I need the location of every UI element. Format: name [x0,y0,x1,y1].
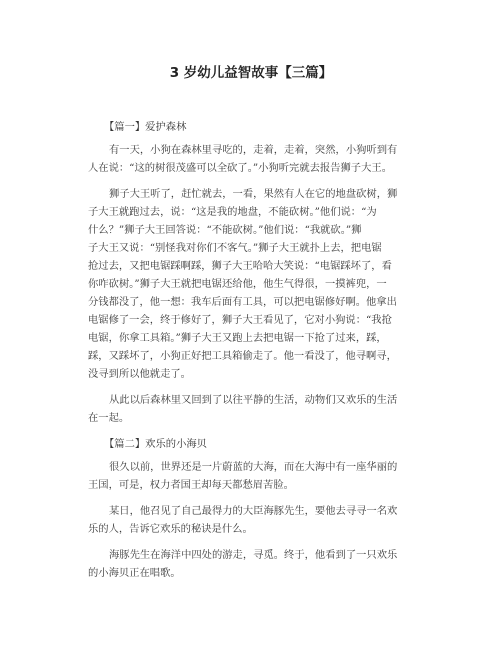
paragraph [88,391,414,427]
section-heading: 【篇二】欢乐的小海贝 [104,438,207,450]
paragraph-line: 分钱都没了，他一想：我车后面有工具，可以把电锯修好啊。他拿出 [88,296,397,308]
section-heading: 【篇一】爱护森林 [104,121,187,133]
paragraph [88,458,414,494]
paragraph-line: 有一天，小狗在森林里寻吃的，走着，走着，突然，小狗听到有 [109,144,398,156]
paragraph [88,141,414,177]
paragraph-line: 你咋砍树。”狮子大王就把电锯还给他，他生气得很，一摸裤兜，一 [88,278,387,290]
paragraph-line: 子大王又说：“别怪我对你们不客气。”狮子大王就扑上去，把电锯 [88,242,382,254]
paragraph-line: 某日，他召见了自己最得力的大臣海豚先生，要他去寻寻一名欢 [109,505,398,517]
paragraph-line: 没寻到所以他就走了。 [88,368,191,380]
paragraph-line: 什么？”狮子大王回答说：“不能砍树。”他们说：“我就砍。”狮 [88,224,362,236]
paragraph-line: 踩，又踩坏了，小狗正好把工具箱偷走了。他一看没了，他寻啊寻， [88,350,397,362]
paragraph [88,185,414,383]
paragraph-line: 从此以后森林里又回到了以往平静的生活，动物们又欢乐的生活 [109,394,398,406]
paragraph [88,502,414,538]
paragraph-line: 的小海贝正在唱歌。 [88,567,181,579]
paragraph-line: 狮子大王听了，赶忙就去，一看，果然有人在它的地盘砍树，狮 [109,188,398,200]
paragraph-line: 很久以前，世界还是一片蔚蓝的大海，而在大海中有一座华丽的 [109,461,398,473]
paragraph-line: 在一起。 [88,412,130,424]
paragraph-line: 电锯修了一会，终于修好了，狮子大王看见了，它对小狗说：“我抢 [88,314,392,326]
paragraph-line: 人在说：“这的树很茂盛可以全砍了。”小狗听完就去报告狮子大王。 [88,162,392,174]
document-title: 3 岁幼儿益智故事【三篇】 [169,65,333,81]
document-body [88,118,414,590]
paragraph-line: 子大王就跑过去，说：“这是我的地盘，不能砍树。”他们说：“为 [88,206,377,218]
paragraph-line: 电锯，你拿工具箱。”狮子大王又跑上去把电锯一下抢了过来，踩， [88,332,387,344]
paragraph [88,546,414,582]
paragraph-line: 海豚先生在海洋中四处的游走，寻觅。终于，他看到了一只欢乐 [109,549,398,561]
paragraph-line: 抢过去，又把电锯踩啊踩，狮子大王哈哈大笑说：“电锯踩坏了，看 [88,260,392,272]
paragraph-line: 乐的人，告诉它欢乐的秘诀是什么。 [88,523,253,535]
paragraph-line: 王国，可是，权力者国王却每天都愁眉苦脸。 [88,479,294,491]
